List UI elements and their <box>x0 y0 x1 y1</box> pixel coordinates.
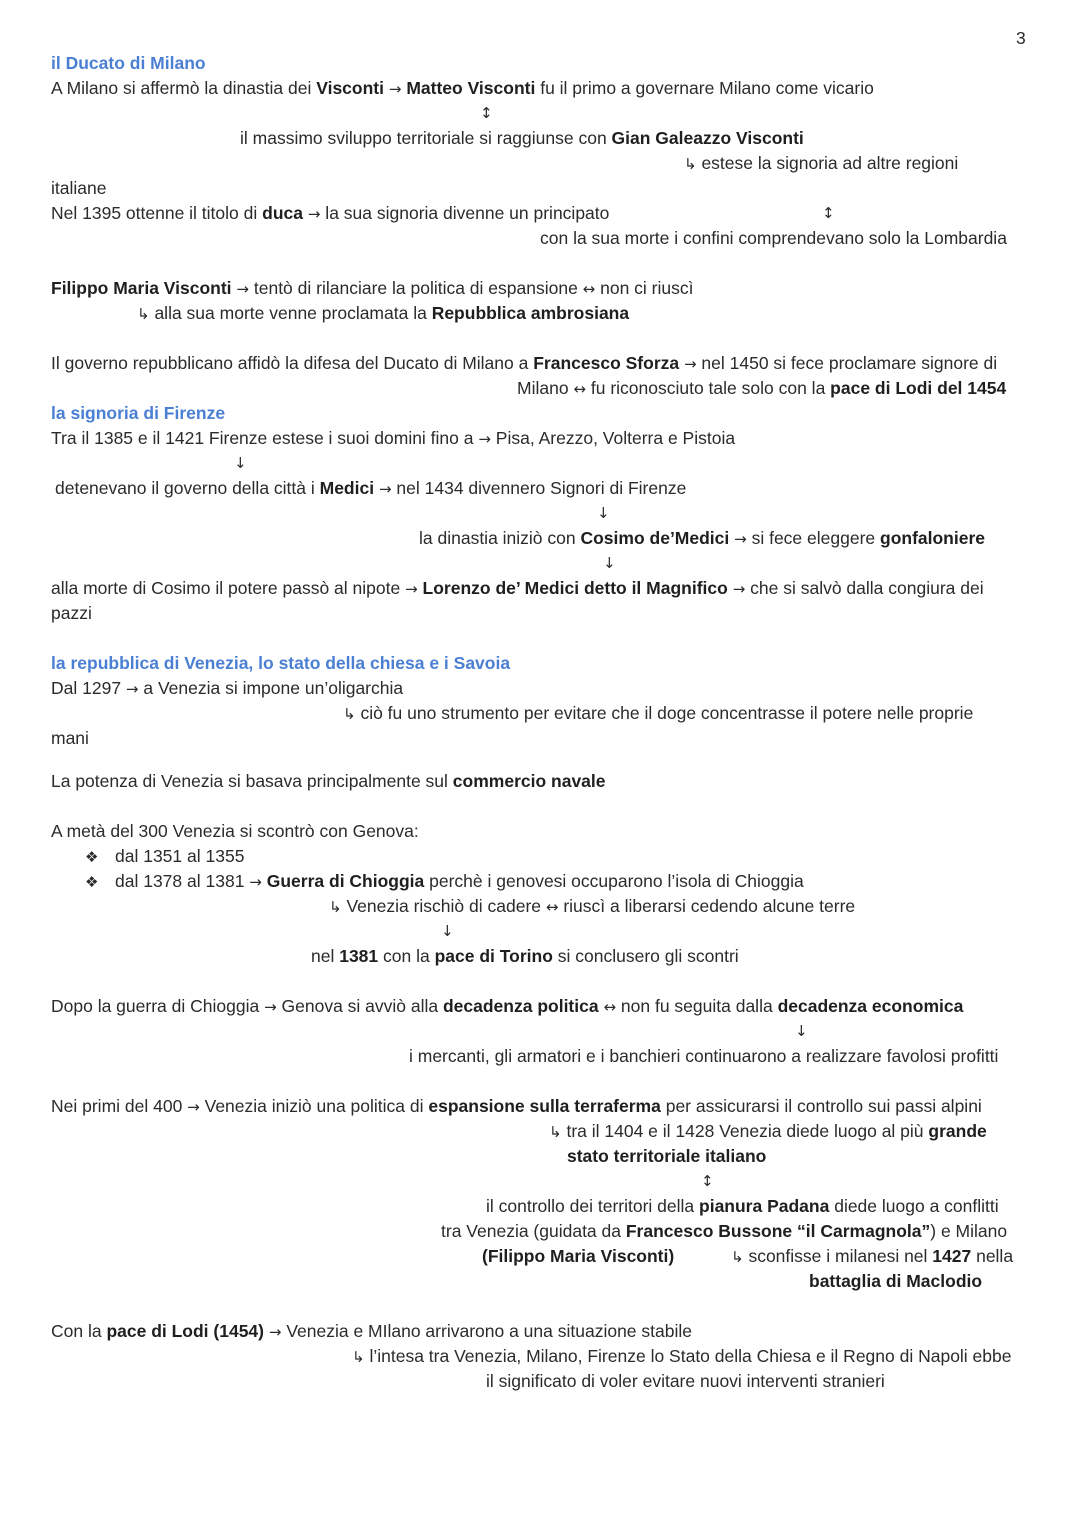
arrow-leftright-icon: ↔ <box>545 898 559 916</box>
text-line: i mercanti, gli armatori e i banchieri continuarono a realizzare favolosi profitti <box>409 1046 999 1066</box>
text-line: A Milano si affermò la dinastia dei Visconti → Matteo Visconti fu il primo a governare Milano come vicario <box>51 78 874 98</box>
arrow-right-icon: → <box>405 580 418 598</box>
text-line: Tra il 1385 e il 1421 Firenze estese i suoi domini fino a → Pisa, Arezzo, Volterra e Pistoia <box>51 428 736 448</box>
text-line: ↳ tra il 1404 e il 1428 Venezia diede luogo al più grande <box>549 1121 987 1141</box>
text-line: nel 1381 con la pace di Torino si conclusero gli scontri <box>311 946 739 966</box>
arrow-right-icon: → <box>249 873 262 891</box>
text-line: Dal 1297 → a Venezia si impone un’oligarchia <box>51 678 404 698</box>
text-line: ↳ alla sua morte venne proclamata la Repubblica ambrosiana <box>137 303 630 323</box>
text-line: italiane <box>51 178 107 198</box>
text-line: stato territoriale italiano <box>567 1146 767 1166</box>
text-line: battaglia di Maclodio <box>809 1271 983 1291</box>
arrow-down-icon: ↓ <box>795 1022 808 1040</box>
arrow-right-icon: → <box>268 1323 282 1341</box>
text-line: il controllo dei territori della pianura Padana diede luogo a conflitti <box>486 1196 999 1216</box>
text-line: detenevano il governo della città i Medici → nel 1434 divennero Signori di Firenze <box>55 478 687 498</box>
arrow-right-icon: → <box>388 80 402 98</box>
text-line: ↳ estese la signoria ad altre regioni <box>684 153 959 173</box>
text-line: la dinastia iniziò con Cosimo de’Medici → si fece eleggere gonfaloniere <box>419 528 986 548</box>
arrow-leftright-icon: ↔ <box>573 380 586 398</box>
text-line: Nei primi del 400 → Venezia iniziò una politica di espansione sulla terraferma per assicurarsi il controllo sui passi alpini <box>51 1096 982 1116</box>
hook-arrow-icon: ↳ <box>343 705 356 723</box>
arrow-updown-icon: ↕ <box>822 204 835 222</box>
bullet-icon: ❖ <box>85 873 99 891</box>
arrow-right-icon: → <box>734 530 747 548</box>
arrow-right-icon: → <box>378 480 392 498</box>
hook-arrow-icon: ↳ <box>329 898 342 916</box>
text-line: ↳ l’intesa tra Venezia, Milano, Firenze lo Stato della Chiesa e il Regno di Napoli ebbe <box>352 1346 1012 1366</box>
arrow-right-icon: → <box>125 680 139 698</box>
text-line: ↳ Venezia rischiò di cadere ↔ riuscì a liberarsi cedendo alcune terre <box>329 896 856 916</box>
text-line: ↳ ciò fu uno strumento per evitare che il doge concentrasse il potere nelle proprie <box>343 703 974 723</box>
text-line: tra Venezia (guidata da Francesco Bussone “il Carmagnola”) e Milano <box>441 1221 1008 1241</box>
hook-arrow-icon: ↳ <box>731 1248 744 1266</box>
heading-repubblica-venezia: la repubblica di Venezia, lo stato della chiesa e i Savoia <box>51 653 511 673</box>
arrow-right-icon: → <box>264 998 277 1016</box>
hook-arrow-icon: ↳ <box>684 155 697 173</box>
arrow-right-icon: → <box>478 430 491 448</box>
list-item: ❖ dal 1378 al 1381 → Guerra di Chioggia perchè i genovesi occuparono l’isola di Chioggia <box>85 871 804 891</box>
text-line: con la sua morte i confini comprendevano solo la Lombardia <box>540 228 1007 248</box>
hook-arrow-icon: ↳ <box>137 305 150 323</box>
text-line: mani <box>51 728 89 748</box>
arrow-leftright-icon: ↔ <box>582 280 596 298</box>
text-line: il massimo sviluppo territoriale si raggiunse con Gian Galeazzo Visconti <box>240 128 804 148</box>
arrow-updown-icon: ↕ <box>480 104 493 122</box>
text-line: il significato di voler evitare nuovi interventi stranieri <box>486 1371 885 1391</box>
hook-arrow-icon: ↳ <box>352 1348 365 1366</box>
text-line: Dopo la guerra di Chioggia → Genova si avviò alla decadenza politica ↔ non fu seguita dalla decadenza economica <box>51 996 964 1016</box>
text-line: La potenza di Venezia si basava principalmente sul commercio navale <box>51 771 606 791</box>
text-line: alla morte di Cosimo il potere passò al nipote → Lorenzo de’ Medici detto il Magnifico → che si salvò dalla congiura dei <box>51 578 984 598</box>
bullet-icon: ❖ <box>85 848 99 866</box>
arrow-right-icon: → <box>236 280 249 298</box>
text-line: A metà del 300 Venezia si scontrò con Genova: <box>51 821 419 841</box>
arrow-right-icon: → <box>732 580 746 598</box>
heading-signoria-firenze: la signoria di Firenze <box>51 403 226 423</box>
text-line: Milano ↔ fu riconosciuto tale solo con la pace di Lodi del 1454 <box>517 378 1007 398</box>
list-item: ❖ dal 1351 al 1355 <box>85 846 245 866</box>
arrow-updown-icon: ↕ <box>701 1172 714 1190</box>
arrow-down-icon: ↓ <box>441 922 454 940</box>
page-number: 3 <box>1016 28 1026 48</box>
text-line: ↳ sconfisse i milanesi nel 1427 nella <box>731 1246 1014 1266</box>
arrow-down-icon: ↓ <box>597 504 610 522</box>
text-line: pazzi <box>51 603 92 623</box>
arrow-leftright-icon: ↔ <box>603 998 617 1016</box>
text-line: Filippo Maria Visconti → tentò di rilanciare la politica di espansione ↔ non ci riuscì <box>51 278 694 298</box>
arrow-down-icon: ↓ <box>234 454 247 472</box>
hook-arrow-icon: ↳ <box>549 1123 562 1141</box>
arrow-down-icon: ↓ <box>603 554 616 572</box>
arrow-right-icon: → <box>187 1098 200 1116</box>
text-line: Con la pace di Lodi (1454) → Venezia e MIlano arrivarono a una situazione stabile <box>51 1321 692 1341</box>
text-line: Nel 1395 ottenne il titolo di duca → la sua signoria divenne un principato <box>51 203 610 223</box>
text-line: Il governo repubblicano affidò la difesa del Ducato di Milano a Francesco Sforza → nel 1450 si fece proclamare signore di <box>51 353 998 373</box>
heading-ducato-milano: il Ducato di Milano <box>51 53 206 73</box>
arrow-right-icon: → <box>307 205 321 223</box>
arrow-right-icon: → <box>683 355 697 373</box>
text-line: (Filippo Maria Visconti) <box>482 1246 675 1266</box>
